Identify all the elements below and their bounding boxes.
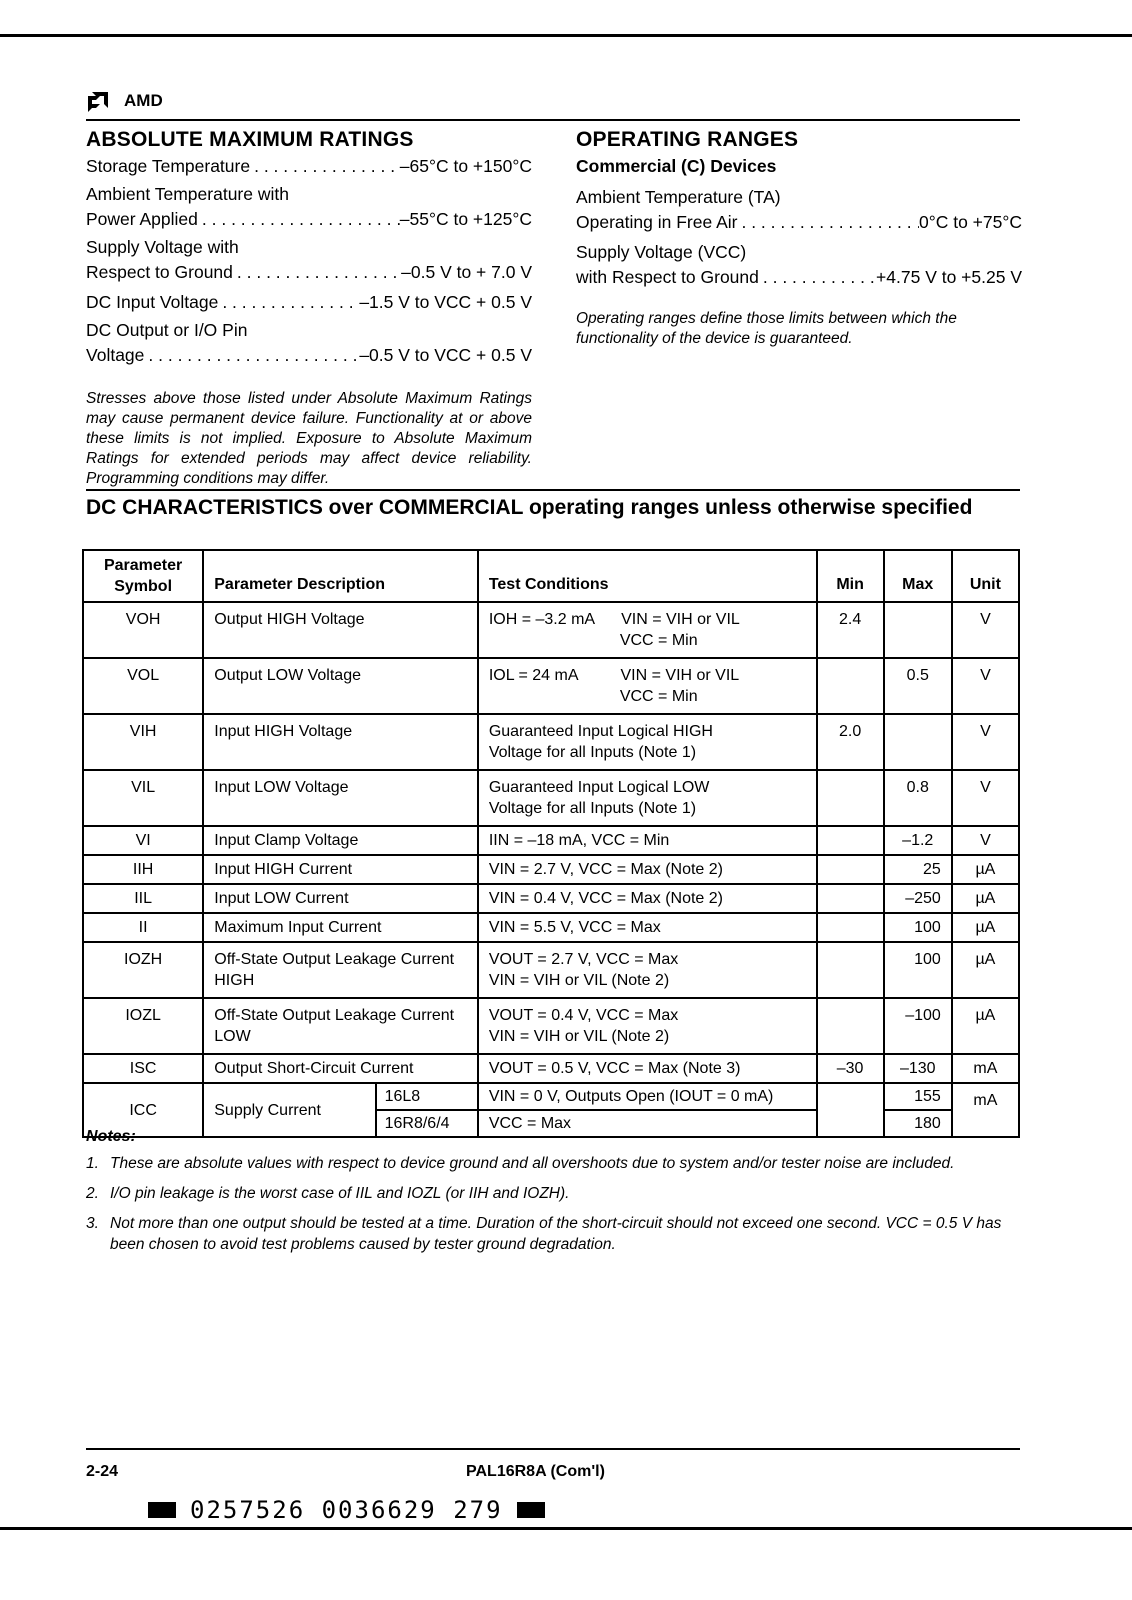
leader-dots xyxy=(250,154,400,179)
header-conditions: Test Conditions xyxy=(478,550,817,602)
row-max: –130 xyxy=(884,1054,952,1083)
supply-voltage-label-1: Supply Voltage with xyxy=(86,237,239,257)
op-ranges-note: Operating ranges define those limits between which the functionality of the device is guaranteed. xyxy=(576,310,957,347)
dc-output-value: –0.5 V to VCC + 0.5 V xyxy=(359,345,532,365)
table-row xyxy=(83,714,1019,770)
dc-characteristics-table xyxy=(82,549,1020,1138)
ambient-temp-value: –55°C to +125°C xyxy=(399,209,532,229)
row-conditions: VIN = 0 V, Outputs Open (IOUT = 0 mA) xyxy=(478,1083,817,1110)
note-number: 3. xyxy=(86,1215,99,1232)
header-symbol: Parameter Symbol xyxy=(83,550,203,602)
dc-input-value: –1.5 V to VCC + 0.5 V xyxy=(359,292,532,312)
note-item xyxy=(86,1183,1026,1204)
row-symbol: VIL xyxy=(83,770,203,826)
condition-text: Voltage for all Inputs (Note 1) xyxy=(488,800,697,817)
row-conditions: VOUT = 0.5 V, VCC = Max (Note 3) xyxy=(478,1054,817,1083)
dc-input-row xyxy=(86,290,532,315)
condition-text: VOUT = 2.7 V, VCC = Max xyxy=(488,951,679,968)
row-symbol: ISC xyxy=(83,1054,203,1083)
row-max: –1.2 xyxy=(884,826,952,855)
condition-text: VCC = Min xyxy=(619,688,698,705)
row-conditions: VIN = 2.7 V, VCC = Max (Note 2) xyxy=(478,855,817,884)
header-min: Min xyxy=(817,550,884,602)
op-ambient-row xyxy=(576,210,1022,235)
row-unit: V xyxy=(952,602,1019,658)
row-symbol: ICC xyxy=(83,1083,203,1137)
abs-max-section xyxy=(86,128,532,489)
dc-output-row xyxy=(86,343,532,368)
row-conditions: VIN = 0.4 V, VCC = Max (Note 2) xyxy=(478,884,817,913)
row-symbol: IIL xyxy=(83,884,203,913)
condition-text: Guaranteed Input Logical LOW xyxy=(488,779,710,796)
leader-dots xyxy=(198,207,400,232)
row-symbol: II xyxy=(83,913,203,942)
dc-title: DC CHARACTERISTICS over COMMERCIAL operating ranges unless otherwise specified xyxy=(86,496,973,519)
op-ranges-section xyxy=(576,128,1022,349)
device-16l8: 16L8 xyxy=(376,1083,478,1110)
row-description: Off-State Output Leakage Current HIGH xyxy=(203,942,478,998)
row-unit: µA xyxy=(952,855,1019,884)
row-symbol: VIH xyxy=(83,714,203,770)
leader-dots xyxy=(737,210,919,235)
row-description: Output LOW Voltage xyxy=(203,658,478,714)
row-unit: V xyxy=(952,658,1019,714)
storage-temp-value: –65°C to +150°C xyxy=(399,156,532,176)
row-symbol: VOH xyxy=(83,602,203,658)
row-min xyxy=(817,1083,884,1137)
row-description: Input HIGH Current xyxy=(203,855,478,884)
row-conditions: VCC = Max xyxy=(478,1110,817,1137)
bottom-rule xyxy=(0,1527,1132,1530)
condition-text: VOUT = 0.4 V, VCC = Max xyxy=(488,1007,679,1024)
row-description: Input LOW Current xyxy=(203,884,478,913)
row-conditions xyxy=(478,658,817,714)
row-unit: µA xyxy=(952,884,1019,913)
row-unit: µA xyxy=(952,998,1019,1054)
row-unit: V xyxy=(952,770,1019,826)
op-supply-label-1: Supply Voltage (VCC) xyxy=(576,242,747,262)
table-row xyxy=(83,942,1019,998)
row-max xyxy=(884,714,952,770)
abs-max-note: Stresses above those listed under Absolute Maximum Ratings may cause permanent device failure. Functionality at or above these limits is not implied. Exposure to Absolute Maximum Ratings for extended periods may affect device reliability. Programming conditions may differ. xyxy=(86,390,532,487)
ambient-temp-label-2: Power Applied xyxy=(86,209,198,229)
row-max: 0.8 xyxy=(884,770,952,826)
ambient-temp-label-1: Ambient Temperature with xyxy=(86,184,289,204)
row-min: –30 xyxy=(817,1054,884,1083)
row-unit: mA xyxy=(952,1054,1019,1083)
supply-voltage-label-2: Respect to Ground xyxy=(86,262,233,282)
table-row-icc xyxy=(83,1083,1019,1110)
row-symbol: VOL xyxy=(83,658,203,714)
condition-text: Voltage for all Inputs (Note 1) xyxy=(488,744,697,761)
row-min xyxy=(817,998,884,1054)
row-symbol: VI xyxy=(83,826,203,855)
condition-text: IOL = 24 mA xyxy=(488,667,579,684)
table-header-row xyxy=(83,550,1019,602)
supply-voltage-row xyxy=(86,260,532,285)
leader-dots xyxy=(759,265,876,290)
header-rule xyxy=(86,119,1020,121)
table-row xyxy=(83,855,1019,884)
op-ambient-label-1: Ambient Temperature (TA) xyxy=(576,187,781,207)
note-text: These are absolute values with respect to device ground and all overshoots due to system and/or tester noise are included. xyxy=(110,1155,955,1172)
storage-temp-label: Storage Temperature xyxy=(86,156,251,176)
note-text: Not more than one output should be tested at a time. Duration of the short-circuit should not exceed one second. VCC = 0.5 V has been chosen to avoid test problems caused by tester ground degradation. xyxy=(110,1215,1002,1253)
supply-voltage-value: –0.5 V to + 7.0 V xyxy=(401,262,532,282)
note-item xyxy=(86,1153,1026,1174)
row-min xyxy=(817,942,884,998)
leader-dots xyxy=(144,343,359,368)
row-max: –250 xyxy=(884,884,952,913)
row-description: Input Clamp Voltage xyxy=(203,826,478,855)
table-row xyxy=(83,602,1019,658)
row-symbol: IOZL xyxy=(83,998,203,1054)
top-rule xyxy=(0,34,1132,37)
table-row xyxy=(83,826,1019,855)
row-description: Supply Current xyxy=(203,1083,375,1137)
leader-dots xyxy=(218,290,359,315)
abs-max-title: ABSOLUTE MAXIMUM RATINGS xyxy=(86,128,414,151)
note-number: 2. xyxy=(86,1185,99,1202)
row-conditions xyxy=(478,998,817,1054)
dc-output-label-2: Voltage xyxy=(86,345,145,365)
row-description: Output HIGH Voltage xyxy=(203,602,478,658)
barcode xyxy=(148,1496,545,1524)
leader-dots xyxy=(233,260,401,285)
row-conditions xyxy=(478,714,817,770)
condition-text: Guaranteed Input Logical HIGH xyxy=(488,723,713,740)
brand-name: AMD xyxy=(124,91,163,110)
row-description: Output Short-Circuit Current xyxy=(203,1054,478,1083)
barcode-number: 0257526 0036629 279 xyxy=(190,1496,503,1524)
barcode-block-right xyxy=(517,1502,545,1518)
row-conditions xyxy=(478,770,817,826)
row-unit: mA xyxy=(952,1083,1019,1137)
op-supply-row xyxy=(576,265,1022,290)
op-ranges-title: OPERATING RANGES xyxy=(576,128,799,151)
ambient-temp-row xyxy=(86,207,532,232)
op-ambient-value: 0°C to +75°C xyxy=(918,212,1022,232)
dc-output-label-1: DC Output or I/O Pin xyxy=(86,320,248,340)
op-supply-label-2: with Respect to Ground xyxy=(576,267,759,287)
row-symbol: IOZH xyxy=(83,942,203,998)
part-number: PAL16R8A (Com'l) xyxy=(466,1463,605,1480)
row-min xyxy=(817,855,884,884)
note-text: I/O pin leakage is the worst case of IIL and IOZL (or IIH and IOZH). xyxy=(110,1185,570,1202)
row-description: Input LOW Voltage xyxy=(203,770,478,826)
row-min xyxy=(817,913,884,942)
condition-text: VIN = VIH or VIL (Note 2) xyxy=(488,972,670,989)
row-conditions: VIN = 5.5 V, VCC = Max xyxy=(478,913,817,942)
barcode-block-left xyxy=(148,1502,176,1518)
table-row xyxy=(83,770,1019,826)
dc-rule xyxy=(86,489,1020,491)
row-max: 0.5 xyxy=(884,658,952,714)
storage-temp-row xyxy=(86,154,532,179)
footer-rule xyxy=(86,1448,1020,1450)
header-unit: Unit xyxy=(952,550,1019,602)
row-max: –100 xyxy=(884,998,952,1054)
amd-logo-icon xyxy=(86,88,114,114)
row-description: Off-State Output Leakage Current LOW xyxy=(203,998,478,1054)
row-conditions xyxy=(478,602,817,658)
brand-header xyxy=(86,88,163,114)
row-min xyxy=(817,658,884,714)
table-row xyxy=(83,913,1019,942)
row-min: 2.0 xyxy=(817,714,884,770)
row-conditions: IIN = –18 mA, VCC = Min xyxy=(478,826,817,855)
row-description: Input HIGH Voltage xyxy=(203,714,478,770)
header-description: Parameter Description xyxy=(203,550,478,602)
page-number: 2-24 xyxy=(86,1463,119,1480)
row-conditions xyxy=(478,942,817,998)
row-unit: µA xyxy=(952,913,1019,942)
table-row xyxy=(83,658,1019,714)
condition-text: VIN = VIH or VIL xyxy=(620,667,740,684)
row-min xyxy=(817,826,884,855)
row-max xyxy=(884,602,952,658)
row-min xyxy=(817,884,884,913)
row-description: Maximum Input Current xyxy=(203,913,478,942)
row-max: 100 xyxy=(884,942,952,998)
row-unit: µA xyxy=(952,942,1019,998)
row-symbol: IIH xyxy=(83,855,203,884)
row-max: 155 xyxy=(884,1083,952,1110)
row-min xyxy=(817,770,884,826)
row-max: 100 xyxy=(884,913,952,942)
row-max: 25 xyxy=(884,855,952,884)
row-max: 180 xyxy=(884,1110,952,1137)
row-unit: V xyxy=(952,826,1019,855)
op-ranges-subtitle: Commercial (C) Devices xyxy=(576,156,777,176)
table-row xyxy=(83,1054,1019,1083)
row-unit: V xyxy=(952,714,1019,770)
note-number: 1. xyxy=(86,1155,99,1172)
dc-input-label: DC Input Voltage xyxy=(86,292,219,312)
op-ambient-label-2: Operating in Free Air xyxy=(576,212,738,232)
device-16r8: 16R8/6/4 xyxy=(376,1110,478,1137)
condition-text: VIN = VIH or VIL (Note 2) xyxy=(488,1028,670,1045)
note-item xyxy=(86,1213,1026,1255)
condition-text: IOH = –3.2 mA xyxy=(488,611,596,628)
row-min: 2.4 xyxy=(817,602,884,658)
table-row xyxy=(83,884,1019,913)
notes-heading: Notes: xyxy=(86,1128,136,1145)
op-supply-value: +4.75 V to +5.25 V xyxy=(876,267,1022,287)
condition-text: VCC = Min xyxy=(619,632,698,649)
table-row xyxy=(83,998,1019,1054)
condition-text: VIN = VIH or VIL xyxy=(621,611,740,628)
header-max: Max xyxy=(884,550,952,602)
